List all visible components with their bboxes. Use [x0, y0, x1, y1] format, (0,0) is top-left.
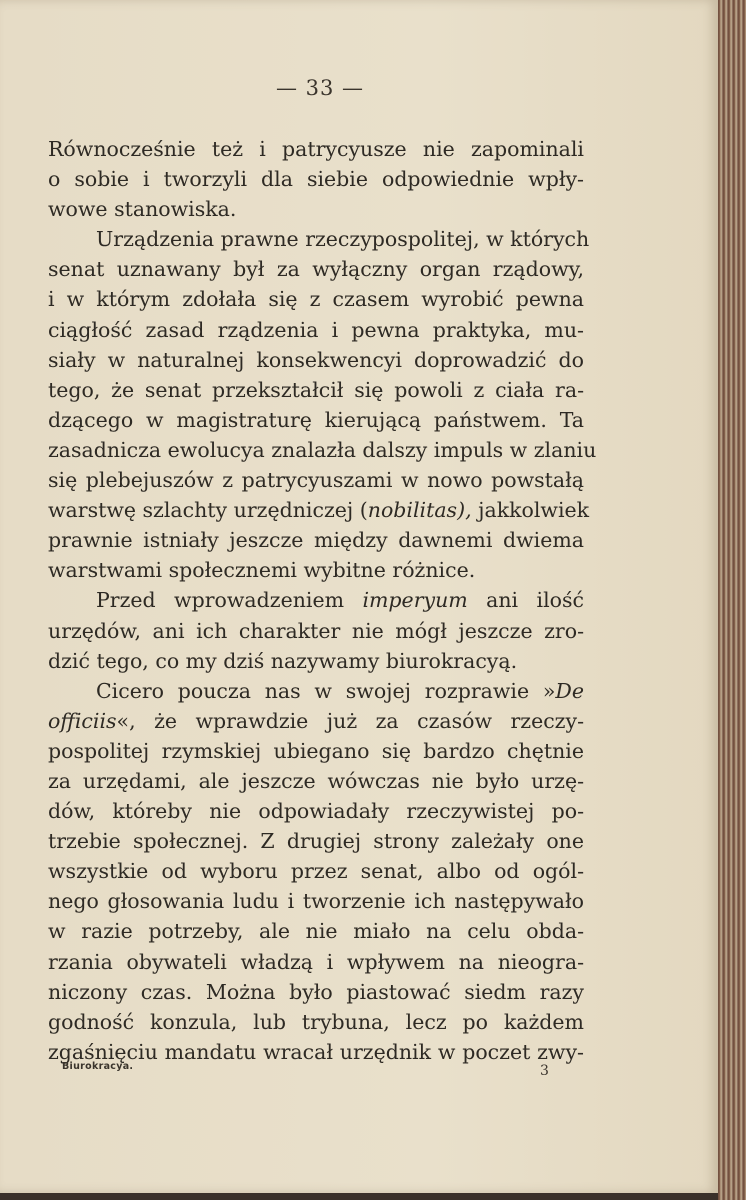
book-edge: [718, 0, 746, 1200]
text-line: Równocześnie też i patrycyusze nie zapominali: [48, 137, 584, 161]
text-line: niczony czas. Można było piastować siedm razy: [48, 979, 584, 1004]
text-line: [48, 585, 584, 615]
text-line: się plebejuszów z patrycyuszami w nowo powstałą: [48, 468, 584, 493]
bottom-edge: [0, 1193, 718, 1200]
text-line: urzędów, ani ich charakter nie mógł jeszcze zro-: [48, 618, 584, 643]
text-line: Urządzenia prawne rzeczypospolitej, w których: [96, 227, 590, 252]
text-line: trzebie społecznej. Z drugiej strony zależały one: [48, 829, 584, 854]
text-run: Przed wprowadzeniem: [96, 588, 363, 613]
text-line: [48, 706, 584, 736]
page-number: — 33 —: [275, 76, 365, 100]
text-line: [48, 495, 590, 525]
text-line: dzić tego, co my dziś nazywamy biurokracyą.: [48, 648, 518, 673]
text-line: zgaśnięciu mandatu wracał urzędnik w poczet zwy-: [48, 1039, 584, 1064]
text-run: jakkolwiek: [471, 498, 590, 523]
text-run: ani ilość: [467, 588, 584, 613]
italic-text-run: De: [555, 678, 584, 703]
sheet-number: 3: [540, 1063, 549, 1079]
text-line: siały w naturalnej konsekwencyi doprowadzić do: [48, 347, 584, 372]
text-run: Cicero poucza nas w swojej rozprawie »: [96, 678, 556, 703]
italic-text-run: officiis: [48, 708, 117, 733]
italic-text-run: imperyum: [362, 588, 468, 613]
text-line: ciągłość zasad rządzenia i pewna praktyka, mu-: [48, 317, 584, 342]
text-line: o sobie i tworzyli dla siebie odpowiednie wpły-: [48, 167, 584, 192]
text-line: tego, że senat przekształcił się powoli z ciała ra-: [48, 377, 584, 402]
body-text: [48, 134, 597, 1067]
text-line: w razie potrzeby, ale nie miało na celu obda-: [48, 919, 584, 944]
text-line: prawnie istniały jeszcze między dawnemi dwiema: [48, 528, 584, 553]
text-line: i w którym zdołała się z czasem wyrobić pewna: [48, 287, 584, 312]
text-line: [48, 676, 584, 706]
text-line: senat uznawany był za wyłączny organ rządowy,: [48, 257, 584, 282]
text-run: «, że wprawdzie już za czasów rzeczy-: [116, 708, 584, 733]
text-line: dów, któreby nie odpowiadały rzeczywistej po-: [48, 799, 584, 824]
text-line: rzania obywateli władzą i wpływem na nieogra-: [48, 949, 584, 974]
text-line: warstwami społecznemi wybitne różnice.: [48, 558, 476, 583]
text-line: godność konzula, lub trybuna, lecz po każdem: [48, 1009, 584, 1034]
text-line: wszystkie od wyboru przez senat, albo od ogól-: [48, 859, 584, 884]
italic-text-run: nobilitas),: [367, 498, 472, 523]
text-line: wowe stanowiska.: [48, 197, 237, 222]
footer-signature: Biurokracya.: [62, 1061, 134, 1072]
text-line: za urzędami, ale jeszcze wówczas nie było urzę-: [48, 768, 584, 793]
text-line: pospolitej rzymskiej ubiegano się bardzo chętnie: [48, 738, 584, 763]
text-line: zasadnicza ewolucya znalazła dalszy impuls w zlaniu: [48, 437, 597, 462]
text-line: nego głosowania ludu i tworzenie ich następywało: [48, 889, 584, 914]
text-line: dzącego w magistraturę kierującą państwem. Ta: [48, 407, 584, 432]
text-run: warstwę szlachty urzędniczej (: [48, 498, 368, 523]
